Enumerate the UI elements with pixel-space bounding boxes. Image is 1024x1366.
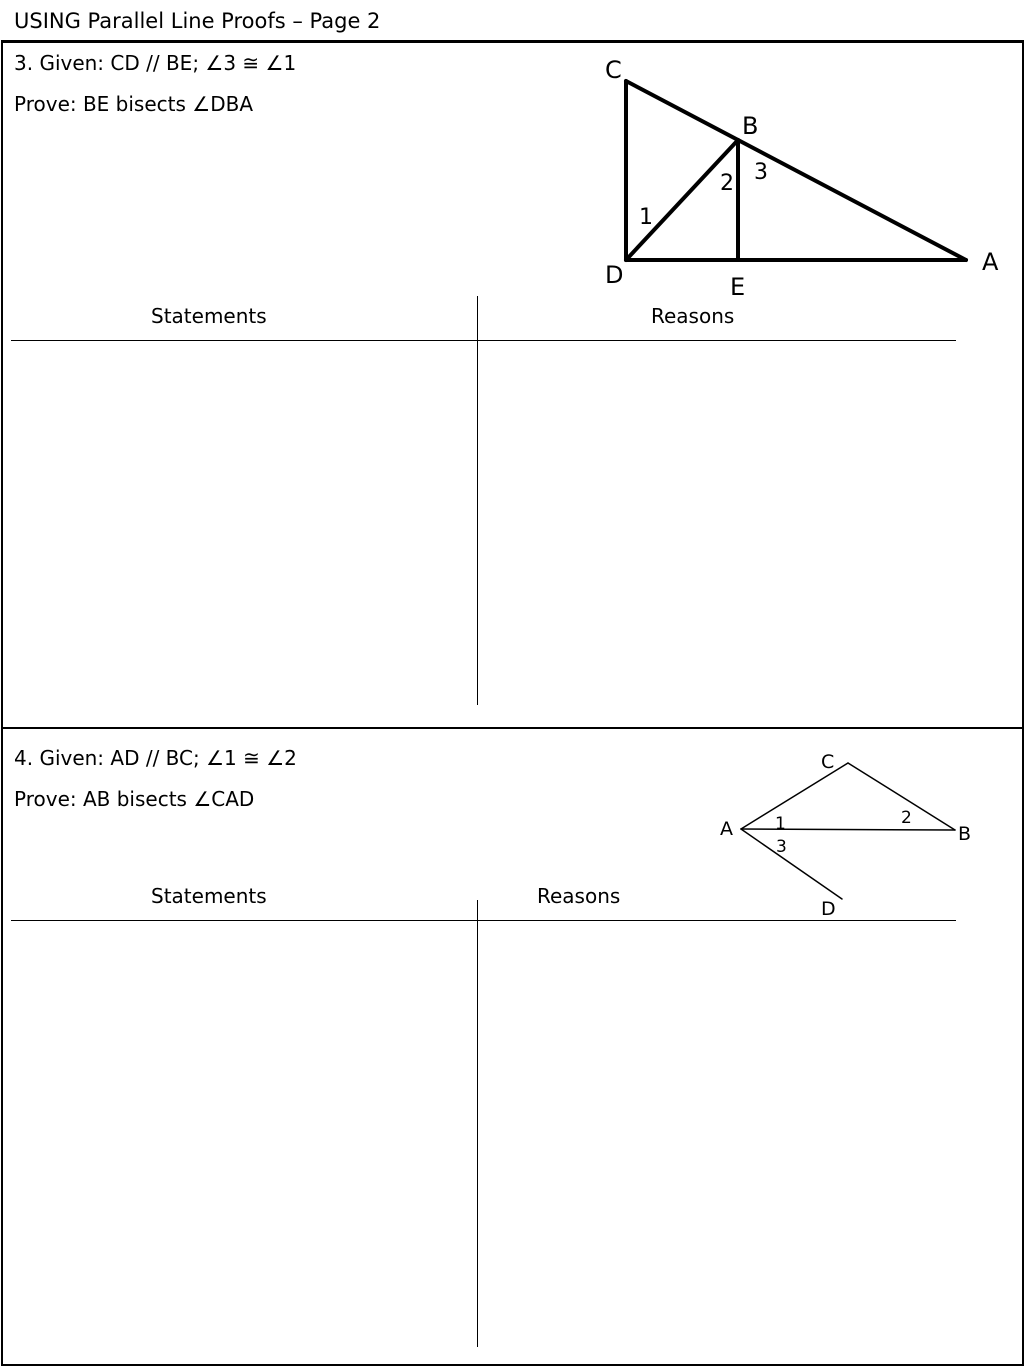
label-point-c: C xyxy=(821,751,835,773)
segment-ab xyxy=(741,829,955,830)
label-angle-1: 1 xyxy=(775,814,786,834)
problem-4-reasons-header: Reasons xyxy=(537,884,621,908)
label-point-d: D xyxy=(821,898,836,920)
label-point-a: A xyxy=(982,248,999,276)
problem-3-statements-header: Statements xyxy=(151,304,267,328)
label-angle-2: 2 xyxy=(720,171,734,196)
label-angle-2: 2 xyxy=(901,808,912,828)
problem-3-given: 3. Given: CD // BE; ∠3 ≅ ∠1 xyxy=(14,51,297,75)
problem-4-prove: Prove: AB bisects ∠CAD xyxy=(14,787,255,811)
problem-4-statements-header: Statements xyxy=(151,884,267,908)
problem-3-prove: Prove: BE bisects ∠DBA xyxy=(14,92,254,116)
label-angle-1: 1 xyxy=(639,205,653,230)
problem-4-given: 4. Given: AD // BC; ∠1 ≅ ∠2 xyxy=(14,746,297,770)
label-point-b: B xyxy=(958,823,972,845)
label-point-c: C xyxy=(605,56,622,84)
page-title: USING Parallel Line Proofs – Page 2 xyxy=(14,9,381,33)
label-angle-3: 3 xyxy=(776,837,787,857)
segment-ad xyxy=(741,829,842,899)
label-point-e: E xyxy=(730,273,746,301)
label-point-a: A xyxy=(720,818,733,840)
label-point-d: D xyxy=(605,261,624,289)
label-point-b: B xyxy=(742,112,759,140)
problem-3-reasons-header: Reasons xyxy=(651,304,735,328)
label-angle-3: 3 xyxy=(754,160,768,185)
